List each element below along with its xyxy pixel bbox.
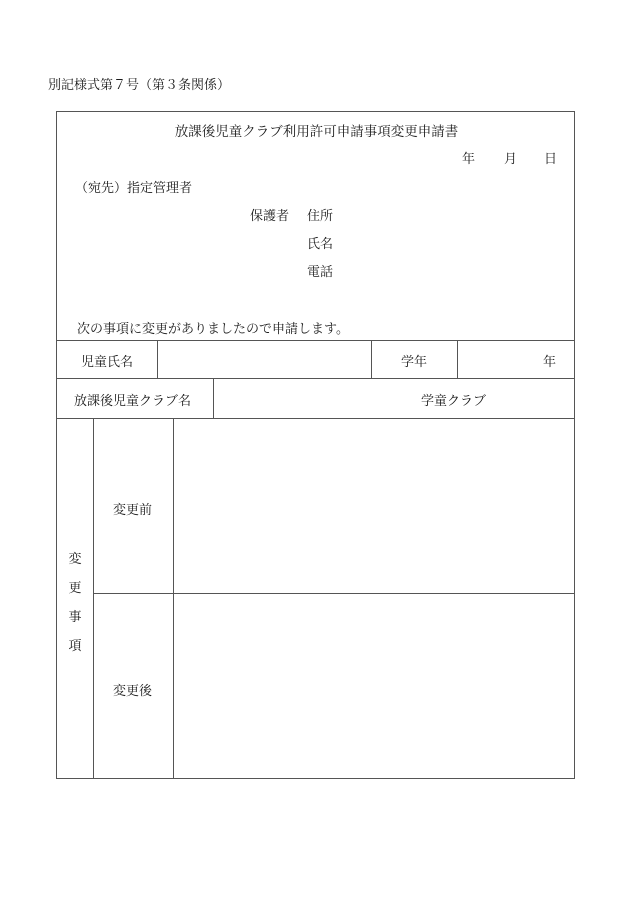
change-items-char-1: 変 (68, 552, 82, 567)
after-change-field[interactable] (175, 595, 572, 776)
form-title: 放課後児童クラブ利用許可申請事項変更申請書 (174, 124, 459, 140)
rule-club-row-bottom (57, 418, 574, 419)
child-name-label: 児童氏名 (81, 355, 134, 370)
form-id-label: 別記様式第７号（第３条関係） (48, 78, 231, 93)
phone-field[interactable] (347, 261, 567, 279)
rule-header-bottom (57, 340, 574, 341)
club-suffix: 学童クラブ (421, 394, 487, 409)
date-month-label: 月 (504, 152, 518, 167)
change-items-char-2: 更 (68, 581, 82, 596)
rule-club-name-divider (213, 378, 214, 418)
rule-before-after-divider (93, 593, 574, 594)
rule-child-name-divider (157, 340, 158, 378)
before-change-field[interactable] (175, 420, 572, 592)
name-field[interactable] (347, 233, 567, 251)
guardian-label: 保護者 (250, 209, 290, 224)
before-change-label: 変更前 (113, 503, 153, 518)
application-form (56, 111, 575, 779)
addressee: （宛先）指定管理者 (75, 181, 193, 196)
address-label: 住所 (307, 209, 334, 224)
change-items-char-4: 項 (68, 639, 82, 654)
address-field[interactable] (347, 205, 567, 223)
grade-suffix: 年 (543, 355, 557, 370)
rule-child-row-bottom (57, 378, 574, 379)
rule-grade-label-divider-right (457, 340, 458, 378)
date-year-label: 年 (462, 152, 476, 167)
request-statement: 次の事項に変更がありましたので申請します。 (77, 322, 349, 337)
rule-change-items-divider (93, 418, 94, 778)
after-change-label: 変更後 (113, 684, 153, 699)
change-items-char-3: 事 (68, 610, 82, 625)
club-name-label: 放課後児童クラブ名 (74, 394, 192, 409)
rule-grade-label-divider-left (371, 340, 372, 378)
club-name-field[interactable] (215, 380, 415, 416)
date-day-label: 日 (544, 152, 558, 167)
rule-change-label-divider (173, 418, 174, 778)
name-label: 氏名 (307, 237, 334, 252)
child-name-field[interactable] (159, 342, 369, 376)
grade-label: 学年 (401, 355, 428, 370)
grade-field[interactable] (459, 342, 537, 376)
phone-label: 電話 (307, 265, 334, 280)
